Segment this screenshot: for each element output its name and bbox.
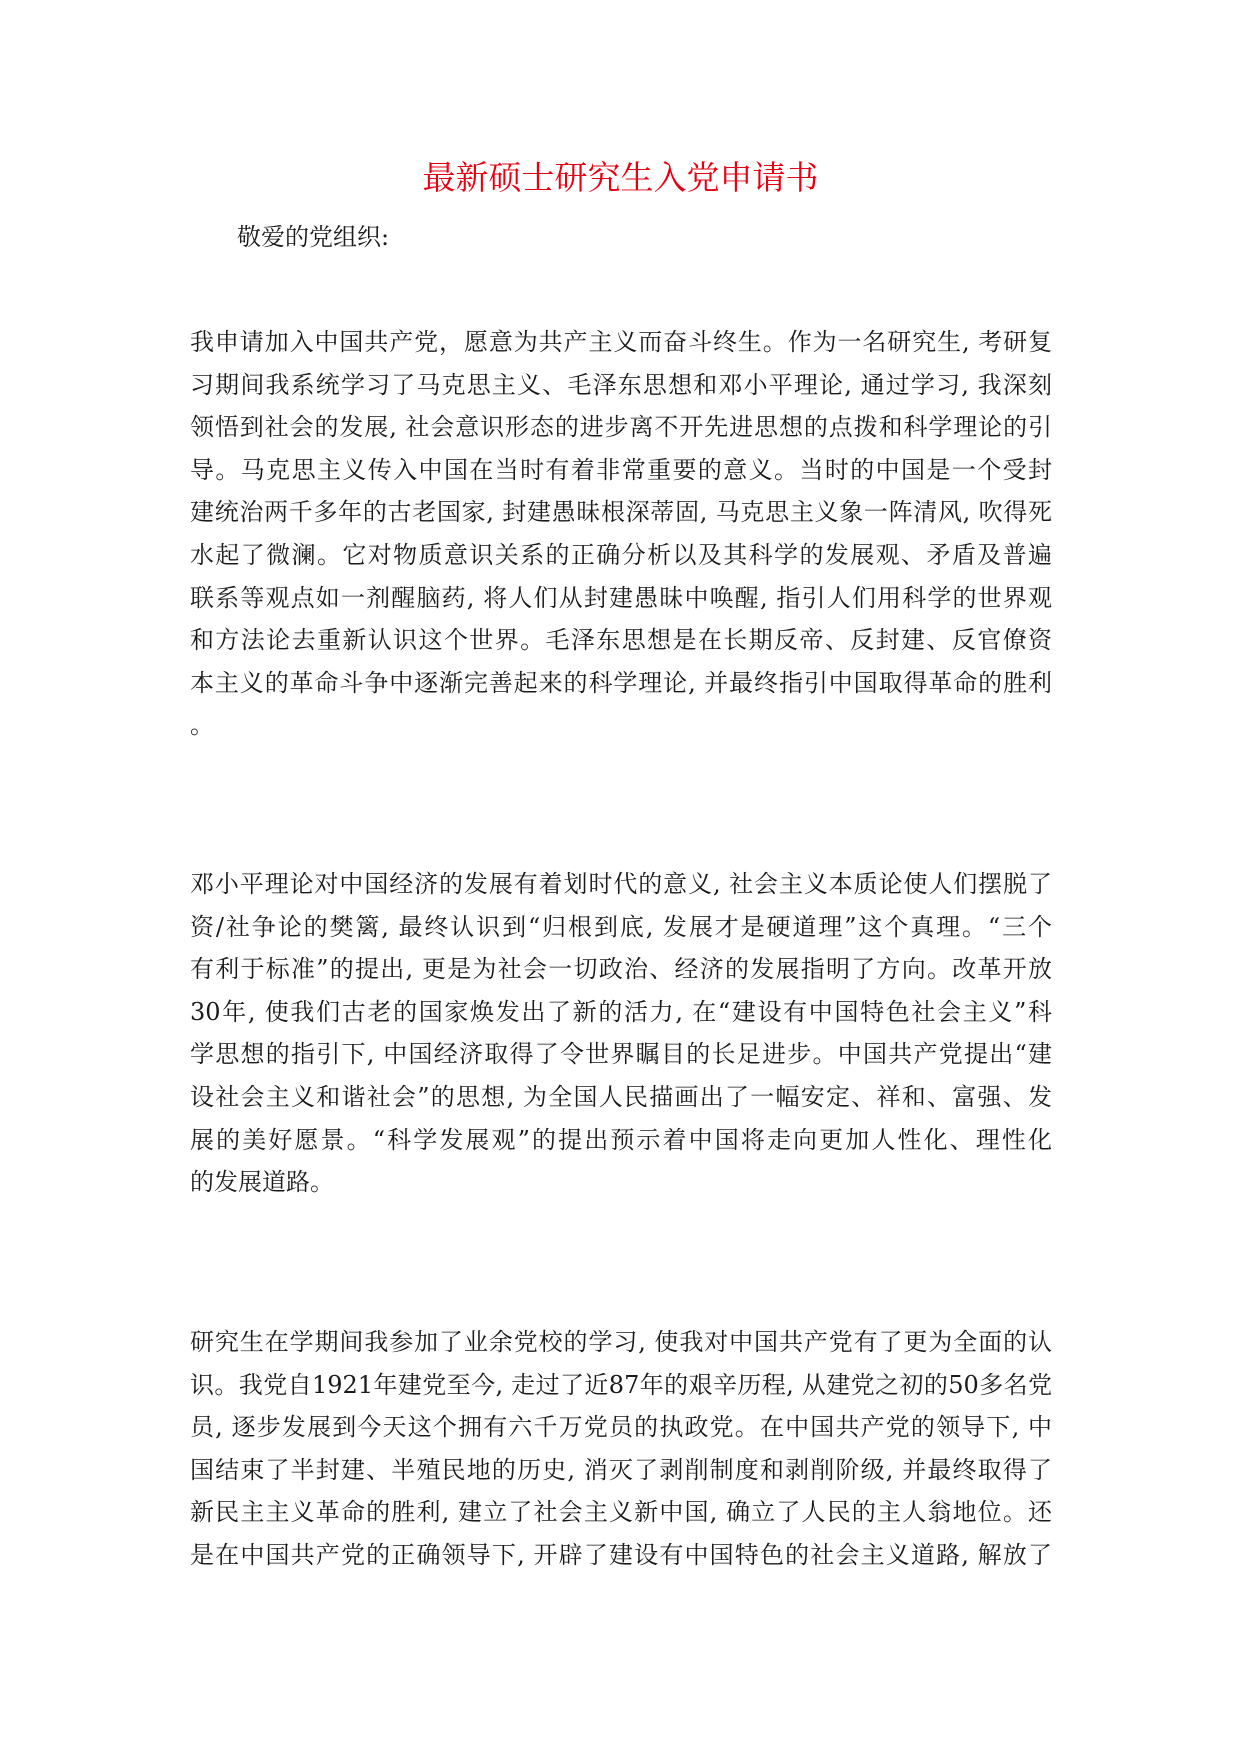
paragraph-line: 。 (190, 711, 214, 740)
paragraph-line: 设社会主义和谐社会”的思想, 为全国人民描画出了一幅安定、祥和、富强、发 (190, 1082, 1052, 1111)
paragraph-line: 资/社争论的樊篱, 最终认识到“归根到底, 发展才是硬道理”这个真理。“三个 (190, 912, 1052, 941)
paragraph-line: 学思想的指引下, 中国经济取得了令世界瞩目的长足进步。中国共产党提出“建 (190, 1040, 1052, 1069)
paragraph-line: 的发展道路。 (190, 1168, 334, 1197)
paragraph-line: 新民主主义革命的胜利, 建立了社会主义新中国, 确立了人民的主人翁地位。还 (190, 1498, 1052, 1527)
paragraph-3 (190, 1321, 1052, 1577)
paragraph-line: 导。马克思主义传入中国在当时有着非常重要的意义。当时的中国是一个受封 (190, 455, 1052, 484)
document-title: 最新硕士研究生入党申请书 (422, 158, 819, 197)
paragraph-line: 我申请加入中国共产党，愿意为共产主义而奋斗终生。作为一名研究生, 考研复 (190, 328, 1052, 356)
paragraph-line: 识。我党自1921年建党至今, 走过了近87年的艰辛历程, 从建党之初的50多名党 (190, 1370, 1052, 1399)
paragraph-line: 和方法论去重新认识这个世界。毛泽东思想是在长期反帝、反封建、反官僚资 (190, 626, 1052, 655)
paragraph-line: 建统治两千多年的古老国家, 封建愚昧根深蒂固, 马克思主义象一阵清风, 吹得死 (190, 498, 1052, 527)
paragraph-2 (190, 863, 1052, 1204)
salutation: 敬爱的党组织: (237, 223, 390, 251)
paragraph-line: 有利于标准”的提出, 更是为社会一切政治、经济的发展指明了方向。改革开放 (190, 955, 1052, 984)
paragraph-line: 国结束了半封建、半殖民地的历史, 消灭了剥削制度和剥削阶级, 并最终取得了 (190, 1455, 1052, 1484)
paragraph-line: 是在中国共产党的正确领导下, 开辟了建设有中国特色的社会主义道路, 解放了 (190, 1540, 1052, 1569)
paragraph-line: 习期间我系统学习了马克思主义、毛泽东思想和邓小平理论, 通过学习, 我深刻 (190, 370, 1052, 399)
paragraph-line: 本主义的革命斗争中逐渐完善起来的科学理论, 并最终指引中国取得革命的胜利 (190, 668, 1052, 697)
paragraph-line: 水起了微澜。它对物质意识关系的正确分析以及其科学的发展观、矛盾及普遍 (190, 540, 1052, 569)
paragraph-line: 员, 逐步发展到今天这个拥有六千万党员的执政党。在中国共产党的领导下, 中 (190, 1413, 1052, 1442)
paragraph-1 (190, 321, 1052, 747)
paragraph-line: 30年, 使我们古老的国家焕发出了新的活力, 在“建设有中国特色社会主义”科 (190, 997, 1052, 1026)
paragraph-line: 展的美好愿景。“科学发展观”的提出预示着中国将走向更加人性化、理性化 (190, 1125, 1052, 1154)
paragraph-line: 领悟到社会的发展, 社会意识形态的进步离不开先进思想的点拨和科学理论的引 (190, 413, 1052, 442)
paragraph-line: 联系等观点如一剂醒脑药, 将人们从封建愚昧中唤醒, 指引人们用科学的世界观 (190, 583, 1052, 612)
paragraph-line: 研究生在学期间我参加了业余党校的学习, 使我对中国共产党有了更为全面的认 (190, 1328, 1052, 1356)
paragraph-line: 邓小平理论对中国经济的发展有着划时代的意义, 社会主义本质论使人们摆脱了 (190, 870, 1052, 898)
